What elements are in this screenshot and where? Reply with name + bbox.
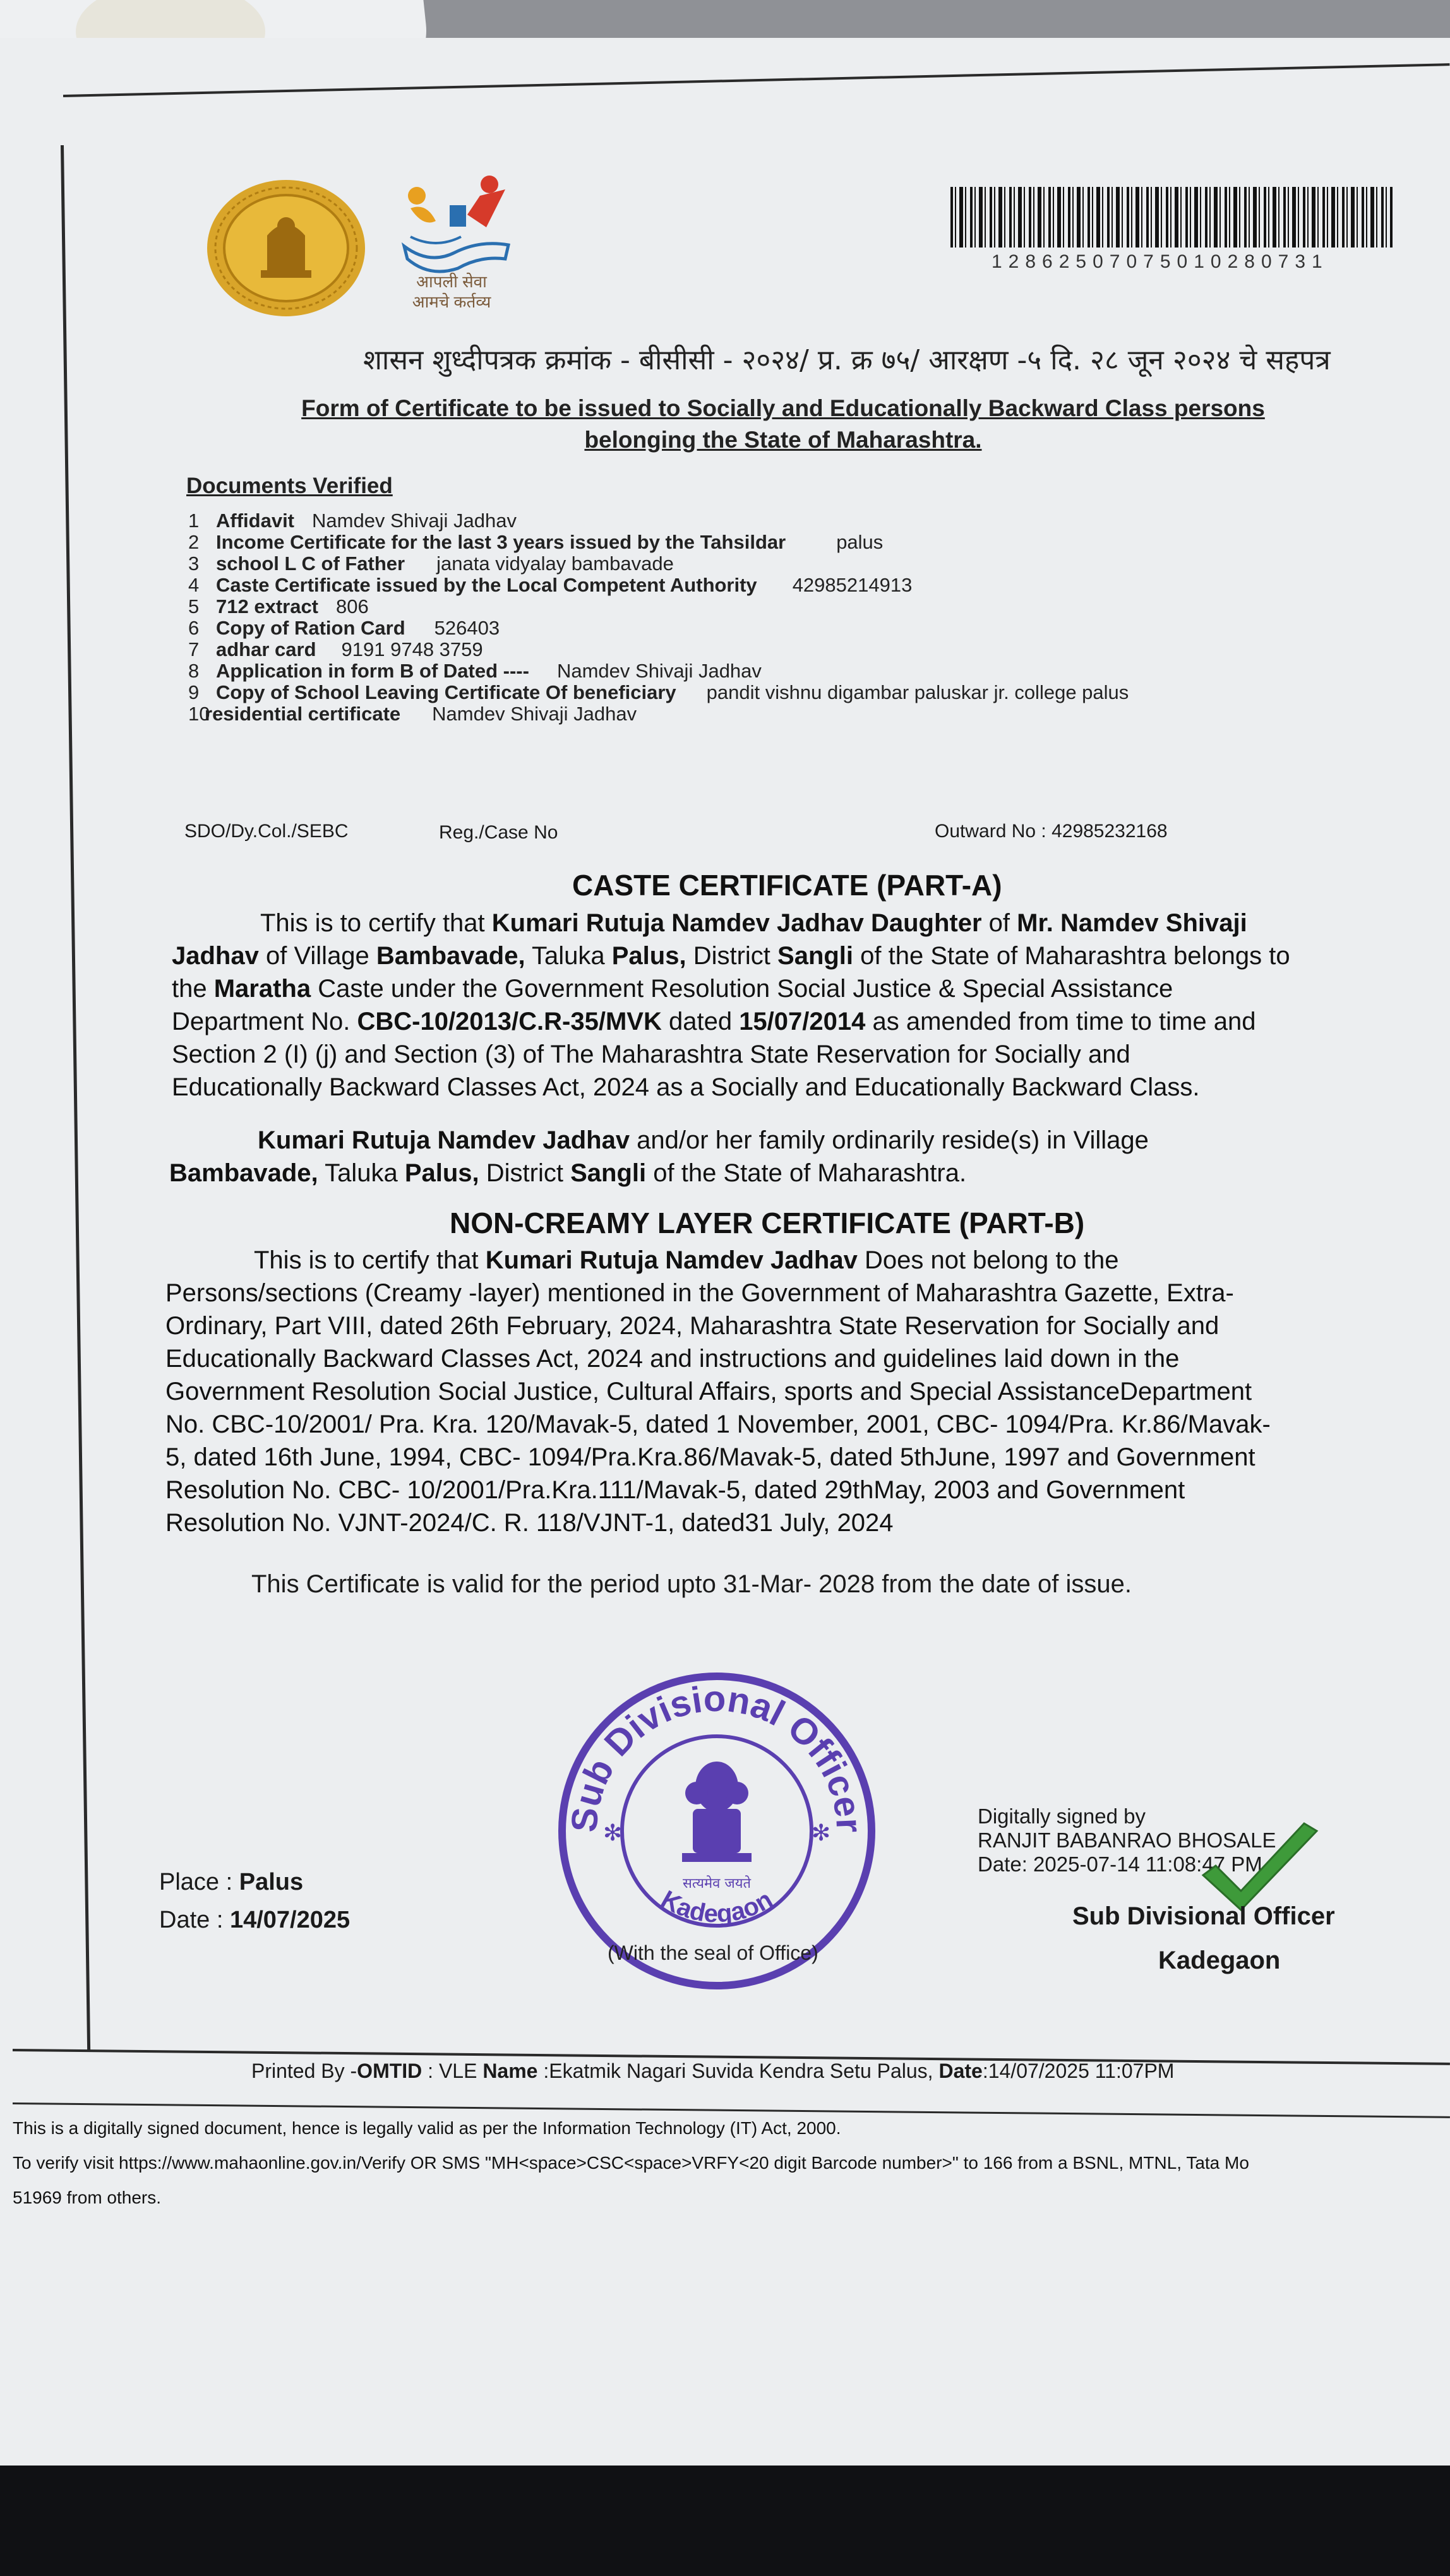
part-b-line-5: Government Resolution Social Justice, Cultural Affairs, sports and Special AssistanceDepartment <box>165 1378 1252 1405</box>
logo-caption-line2: आमचे कर्तव्य <box>412 292 491 311</box>
text: of <box>981 909 1017 937</box>
sdo-reference: SDO/Dy.Col./SEBC <box>184 821 349 842</box>
part-b-paragraph <box>165 1244 1271 1539</box>
doc-num: 3 <box>188 552 200 575</box>
part-a-residence-paragraph <box>169 1124 1149 1190</box>
form-title <box>189 393 1377 456</box>
text: This is to certify that <box>260 909 492 937</box>
part-b-line-3: Ordinary, Part VIII, dated 26th February, 2024, Maharashtra State Reservation for Socially and <box>165 1312 1219 1340</box>
stamp-motto: सत्यमेव जयते <box>682 1876 752 1892</box>
place-label: Place : <box>159 1869 239 1895</box>
doc-num: 10 <box>188 703 210 725</box>
doc-value: pandit vishnu digambar paluskar jr. college palus <box>706 681 1129 703</box>
form-title-line1: Form of Certificate to be issued to Socially and Educationally Backward Class persons <box>301 395 1265 421</box>
village: Bambavade, <box>376 942 525 970</box>
text: Name <box>482 2060 538 2082</box>
part-a-line-2 <box>172 939 1290 972</box>
text: : VLE <box>422 2060 483 2082</box>
residence-line-2 <box>169 1157 1149 1190</box>
doc-item-8 <box>188 660 1129 682</box>
part-b-line-9: Resolution No. VJNT-2024/C. R. 118/VJNT-1, dated31 July, 2024 <box>165 1509 894 1537</box>
disclaimer-line-1: This is a digitally signed document, hence is legally valid as per the Information Technology (IT) Act, 2000. <box>13 2118 841 2138</box>
dark-background-strip <box>0 2466 1450 2576</box>
part-a-title: CASTE CERTIFICATE (PART-A) <box>572 869 1002 902</box>
doc-label: residential certificate <box>205 703 401 725</box>
doc-value: Namdev Shivaji Jadhav <box>432 703 637 725</box>
doc-item-1 <box>188 510 1129 532</box>
doc-label: Copy of Ration Card <box>216 617 405 639</box>
resolution-date: 15/07/2014 <box>739 1008 866 1035</box>
doc-value: 9191 9748 3759 <box>341 638 483 660</box>
doc-num: 4 <box>188 574 200 596</box>
text: and/or her family ordinarily reside(s) in Village <box>630 1126 1149 1154</box>
documents-verified-list <box>188 510 1129 725</box>
text: of the State of Maharashtra belongs to <box>853 942 1290 970</box>
doc-label: Affidavit <box>216 510 294 532</box>
doc-label: adhar card <box>216 638 316 660</box>
reg-case-number: Reg./Case No <box>439 822 558 843</box>
text: District <box>479 1159 571 1187</box>
doc-num: 2 <box>188 531 200 553</box>
printed-date: :14/07/2025 11:07PM <box>982 2060 1175 2082</box>
text: Date <box>938 2060 983 2082</box>
doc-item-4 <box>188 575 1129 596</box>
barcode-number: 12862507075010280731 <box>992 251 1329 272</box>
doc-num: 7 <box>188 638 200 660</box>
seal-of-office-note: (With the seal of Office) <box>608 1941 818 1964</box>
place-row <box>159 1869 303 1896</box>
text: Does not belong to the <box>857 1246 1119 1274</box>
text: of Village <box>258 942 376 970</box>
doc-item-9 <box>188 682 1129 703</box>
doc-item-7 <box>188 639 1129 660</box>
text: Taluka <box>525 942 612 970</box>
text: the <box>172 975 214 1003</box>
part-b-line-8: Resolution No. CBC- 10/2001/Pra.Kra.111/Mavak-5, dated 29thMay, 2003 and Government <box>165 1476 1185 1504</box>
residence-line-1 <box>169 1124 1149 1157</box>
signing-office: Sub Divisional Officer <box>1072 1902 1335 1930</box>
doc-num: 5 <box>188 595 200 617</box>
doc-value: 526403 <box>434 617 500 639</box>
svg-text:✻: ✻ <box>812 1820 831 1846</box>
date-label: Date : <box>159 1907 230 1933</box>
devanagari-reference-line: शासन शुध्दीपत्रक क्रमांक - बीसीसी - २०२४/ प्र. क्र ७५/ आरक्षण -५ दि. २८ जून २०२४ चे सहपत्र <box>363 344 1331 376</box>
sig-date: Date: 2025-07-14 11:08:47 PM <box>978 1852 1262 1876</box>
barcode-image <box>950 187 1393 247</box>
doc-item-2 <box>188 532 1129 553</box>
text: District <box>686 942 778 970</box>
text: Caste under the Government Resolution Social Justice & Special Assistance <box>311 975 1173 1003</box>
doc-label: school L C of Father <box>216 552 405 575</box>
doc-value: janata vidyalay bambavade <box>436 552 674 575</box>
doc-num: 1 <box>188 510 200 532</box>
stamp-bottom-text: Kadegaon <box>656 1885 777 1928</box>
text: dated <box>661 1008 740 1035</box>
doc-label: Income Certificate for the last 3 years issued by the Tahsildar <box>216 531 786 553</box>
father-name: Mr. Namdev Shivaji <box>1017 909 1247 937</box>
part-b-line-7: 5, dated 16th June, 1994, CBC- 1094/Pra.Kra.86/Mavak-5, dated 5thJune, 1997 and Government <box>165 1443 1255 1471</box>
part-a-line-1 <box>172 907 1290 939</box>
form-title-line2: belonging the State of Maharashtra. <box>584 427 982 453</box>
doc-item-6 <box>188 617 1129 639</box>
part-a-line-5: Section 2 (I) (j) and Section (3) of The Maharashtra State Reservation for Socially and <box>172 1041 1130 1068</box>
text: Printed By - <box>251 2060 357 2082</box>
disclaimer-line-3: 51969 from others. <box>13 2188 162 2207</box>
disclaimer-line-2: To verify visit https://www.mahaonline.gov.in/Verify OR SMS "MH<space>CSC<space>VRFY<20 digit Barcode number>" to 166 from a BSNL, MTNL, Tata Mo <box>13 2153 1249 2173</box>
svg-text:✻: ✻ <box>603 1820 623 1846</box>
doc-num: 6 <box>188 617 200 639</box>
doc-num: 9 <box>188 681 200 703</box>
doc-value: 42985214913 <box>792 574 913 596</box>
sig-signer-name: RANJIT BABANRAO BHOSALE <box>978 1828 1276 1852</box>
doc-value: palus <box>836 531 884 553</box>
part-b-line-6: No. CBC-10/2001/ Pra. Kra. 120/Mavak-5, dated 1 November, 2001, CBC- 1094/Pra. Kr.86/Mavak- <box>165 1410 1271 1438</box>
part-a-line-4 <box>172 1005 1290 1038</box>
taluka: Palus, <box>404 1159 479 1187</box>
vle-name: :Ekatmik Nagari Suvida Kendra Setu Palus, <box>537 2060 939 2082</box>
doc-num: 8 <box>188 660 200 682</box>
part-a-line-3 <box>172 972 1290 1005</box>
part-b-line-2: Persons/sections (Creamy -layer) mentioned in the Government of Maharashtra Gazette, Extra- <box>165 1279 1234 1307</box>
text: Taluka <box>318 1159 405 1187</box>
doc-item-3 <box>188 553 1129 575</box>
beneficiary-name: Kumari Rutuja Namdev Jadhav <box>258 1126 630 1154</box>
text: Department No. <box>172 1008 357 1035</box>
doc-label: 712 extract <box>216 595 319 617</box>
place-value: Palus <box>239 1869 304 1895</box>
part-b-title: NON-CREAMY LAYER CERTIFICATE (PART-B) <box>450 1207 1085 1239</box>
beneficiary-name: Kumari Rutuja Namdev Jadhav Daughter <box>491 909 982 937</box>
beneficiary-name: Kumari Rutuja Namdev Jadhav <box>485 1246 858 1274</box>
printed-by-line <box>251 2060 1174 2083</box>
stamp-top-text: Sub Divisional Officer <box>563 1678 870 1834</box>
outward-number: Outward No : 42985232168 <box>935 821 1168 842</box>
doc-value: Namdev Shivaji Jadhav <box>556 660 762 682</box>
validity-statement: This Certificate is valid for the period upto 31-Mar- 2028 from the date of issue. <box>251 1570 1132 1598</box>
taluka: Palus, <box>611 942 686 970</box>
district: Sangli <box>777 942 854 970</box>
date-value: 14/07/2025 <box>229 1907 351 1933</box>
text: This is to certify that <box>254 1246 486 1274</box>
part-a-paragraph <box>172 907 1290 1104</box>
resolution-number: CBC-10/2013/C.R-35/MVK <box>357 1008 662 1035</box>
text: as amended from time to time and <box>865 1008 1256 1035</box>
father-surname: Jadhav <box>172 942 259 970</box>
logo-caption-line1: आपली सेवा <box>416 272 487 291</box>
text: of the State of Maharashtra. <box>646 1159 967 1187</box>
logo-caption <box>382 271 521 312</box>
part-b-line-4: Educationally Backward Classes Act, 2024 and instructions and guidelines laid down in the <box>165 1345 1180 1373</box>
doc-value: Namdev Shivaji Jadhav <box>312 510 517 532</box>
documents-verified-heading: Documents Verified <box>186 474 393 498</box>
doc-label: Application in form B of Dated ---- <box>216 660 529 682</box>
date-row <box>159 1907 350 1934</box>
doc-label: Copy of School Leaving Certificate Of beneficiary <box>216 681 676 703</box>
sig-line-1: Digitally signed by <box>978 1804 1146 1828</box>
district: Sangli <box>570 1159 647 1187</box>
doc-value: 806 <box>336 595 369 617</box>
doc-label: Caste Certificate issued by the Local Competent Authority <box>216 574 757 596</box>
part-a-line-6: Educationally Backward Classes Act, 2024 as a Socially and Educationally Backward Class. <box>172 1073 1200 1101</box>
maharashtra-seal-icon <box>201 176 371 321</box>
doc-item-5 <box>188 596 1129 617</box>
doc-item-10 <box>188 703 1129 725</box>
printed-id: OMTID <box>357 2060 422 2082</box>
signing-office-place: Kadegaon <box>1158 1947 1281 1974</box>
village: Bambavade, <box>169 1159 318 1187</box>
part-b-line-1 <box>165 1244 1271 1277</box>
caste: Maratha <box>213 975 311 1003</box>
